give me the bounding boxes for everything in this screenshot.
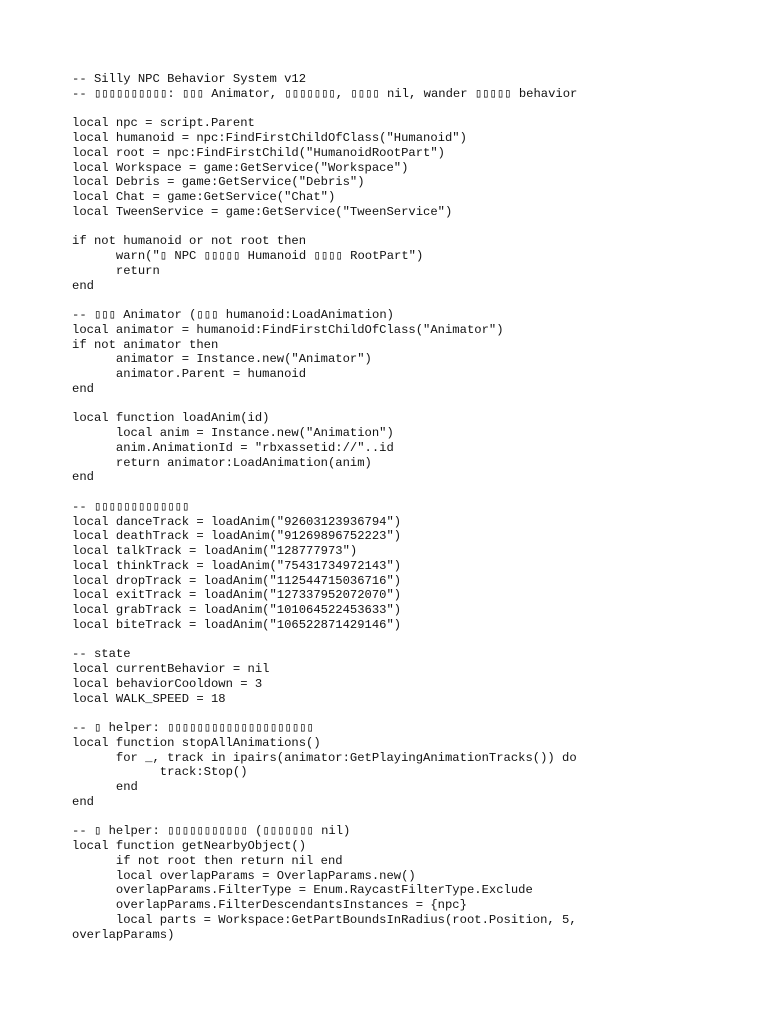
code-line: -- ▯▯▯ Animator (▯▯▯ humanoid:LoadAnimation): [72, 308, 394, 322]
code-line: local dropTrack = loadAnim("112544715036716"): [72, 573, 402, 588]
code-line: local currentBehavior = nil: [72, 662, 270, 676]
code-line: local Workspace = game:GetService("Workspace"): [72, 160, 409, 175]
code-line: if not humanoid or not root then: [72, 234, 307, 249]
code-line: -- ▯ helper: ▯▯▯▯▯▯▯▯▯▯▯ (▯▯▯▯▯▯▯ nil): [72, 824, 351, 839]
code-line: end: [72, 381, 94, 396]
code-line: -- state: [72, 647, 131, 662]
code-line: local anim = Instance.new("Animation"): [72, 426, 394, 440]
code-listing: [72, 72, 712, 942]
code-line: return animator:LoadAnimation(anim): [72, 455, 372, 470]
code-line: return: [72, 263, 160, 278]
code-line: local Chat = game:GetService("Chat"): [72, 190, 336, 204]
code-line: local animator = humanoid:FindFirstChildOfClass("Animator"): [72, 322, 504, 337]
code-line: end: [72, 794, 94, 809]
code-line: overlapParams.FilterDescendantsInstances = {npc}: [72, 898, 467, 912]
code-line: local deathTrack = loadAnim("91269896752223"): [72, 529, 402, 544]
code-line: if not root then return nil end: [72, 853, 343, 868]
code-line: end: [72, 278, 94, 293]
code-line: track:Stop(): [72, 765, 248, 780]
code-line: if not animator then: [72, 337, 219, 352]
code-line: -- ▯▯▯▯▯▯▯▯▯▯▯▯▯: [72, 499, 190, 514]
code-line: for _, track in ipairs(animator:GetPlayingAnimationTracks()) do: [72, 750, 577, 765]
code-line: [72, 810, 712, 825]
code-line: animator.Parent = humanoid: [72, 367, 307, 381]
code-line: end: [72, 470, 94, 485]
code-line: warn("▯ NPC ▯▯▯▯▯ Humanoid ▯▯▯▯ RootPart"): [72, 249, 424, 263]
code-line: local biteTrack = loadAnim("106522871429146"): [72, 617, 402, 632]
code-line: -- ▯ helper: ▯▯▯▯▯▯▯▯▯▯▯▯▯▯▯▯▯▯▯▯: [72, 721, 314, 735]
code-line: local Debris = game:GetService("Debris"): [72, 175, 365, 190]
code-line: local grabTrack = loadAnim("101064522453633"): [72, 603, 402, 617]
code-line: [72, 220, 712, 235]
code-line: local npc = script.Parent: [72, 116, 255, 131]
code-line: local behaviorCooldown = 3: [72, 676, 263, 691]
code-line: -- Silly NPC Behavior System v12: [72, 72, 307, 86]
code-line: [72, 485, 712, 500]
code-line: overlapParams): [72, 927, 175, 942]
code-line: animator = Instance.new("Animator"): [72, 352, 372, 367]
code-line: anim.AnimationId = "rbxassetid://"..id: [72, 440, 394, 455]
code-line: [72, 706, 712, 721]
code-line: end: [72, 780, 138, 794]
code-line: local talkTrack = loadAnim("128777973"): [72, 544, 358, 558]
code-line: local function getNearbyObject(): [72, 839, 307, 853]
code-line: local danceTrack = loadAnim("92603123936794"): [72, 514, 402, 529]
code-line: [72, 102, 712, 117]
code-line: local humanoid = npc:FindFirstChildOfClass("Humanoid"): [72, 131, 467, 145]
code-line: local function loadAnim(id): [72, 411, 270, 426]
code-line: local root = npc:FindFirstChild("HumanoidRootPart"): [72, 145, 445, 160]
code-line: local thinkTrack = loadAnim("75431734972143"): [72, 558, 402, 573]
code-line: -- ▯▯▯▯▯▯▯▯▯▯: ▯▯▯ Animator, ▯▯▯▯▯▯▯, ▯▯▯▯ nil, wander ▯▯▯▯▯ behavior: [72, 86, 578, 101]
code-line: local parts = Workspace:GetPartBoundsInRadius(root.Position, 5,: [72, 912, 577, 927]
code-line: [72, 293, 712, 308]
code-line: local exitTrack = loadAnim("127337952072070"): [72, 588, 402, 603]
code-line: [72, 397, 712, 412]
code-line: local overlapParams = OverlapParams.new(): [72, 868, 416, 883]
code-line: local WALK_SPEED = 18: [72, 691, 226, 706]
code-line: [72, 633, 712, 648]
code-line: local TweenService = game:GetService("TweenService"): [72, 204, 453, 219]
code-line: overlapParams.FilterType = Enum.RaycastFilterType.Exclude: [72, 883, 533, 898]
code-line: local function stopAllAnimations(): [72, 735, 321, 750]
